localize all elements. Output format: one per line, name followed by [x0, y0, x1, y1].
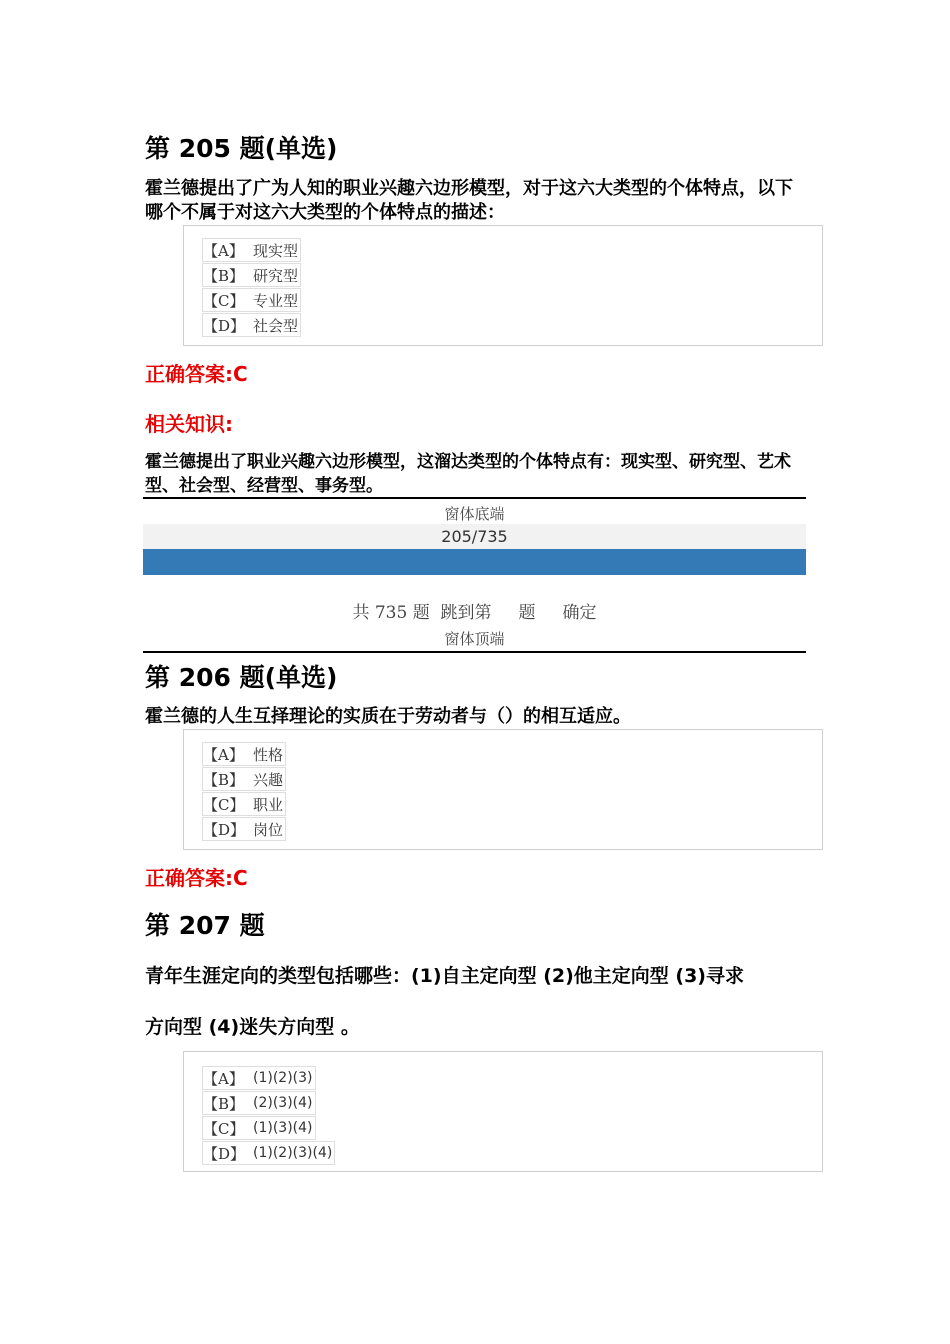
option-value: 岗位 — [253, 820, 284, 839]
question-207-text-line2: 方向型 (4)迷失方向型 。 — [145, 1016, 360, 1038]
option-key: 【C】 — [203, 1119, 245, 1138]
divider — [143, 651, 806, 653]
option-key: 【D】 — [203, 820, 246, 839]
progress-counter: 205/735 — [441, 527, 508, 546]
option-value: (2)(3)(4) — [253, 1095, 313, 1111]
option-c[interactable] — [202, 288, 301, 312]
question-206-text: 霍兰德的人生互择理论的实质在于劳动者与（）的相互适应。 — [145, 706, 631, 727]
question-207-options — [183, 1051, 823, 1172]
option-d[interactable] — [202, 1141, 335, 1165]
option-value: 现实型 — [253, 241, 299, 260]
option-d[interactable] — [202, 817, 286, 841]
option-value: (1)(2)(3)(4) — [253, 1145, 333, 1161]
question-205-title: 第 205 题(单选) — [145, 134, 338, 163]
progress-bar-fill — [143, 549, 806, 575]
option-value: 性格 — [253, 745, 284, 764]
option-key: 【B】 — [203, 1094, 245, 1113]
question-205-options — [183, 225, 823, 346]
option-key: 【C】 — [203, 291, 245, 310]
question-207-text-line1: 青年生涯定向的类型包括哪些：(1)自主定向型 (2)他主定向型 (3)寻求 — [145, 965, 744, 987]
question-205-text: 霍兰德提出了广为人知的职业兴趣六边形模型，对于这六大类型的个体特点，以下哪个不属于对这六大类型的个体特点的描述： — [145, 178, 793, 223]
progress-counter-bar — [143, 524, 806, 549]
option-value: (1)(2)(3) — [253, 1070, 313, 1086]
option-value: 专业型 — [253, 291, 299, 310]
option-a[interactable] — [202, 1066, 316, 1090]
question-207-title: 第 207 题 — [145, 911, 265, 940]
option-key: 【A】 — [203, 241, 244, 260]
option-b[interactable] — [202, 1091, 316, 1115]
option-value: 兴趣 — [253, 770, 284, 789]
option-d[interactable] — [202, 313, 301, 337]
option-key: 【A】 — [203, 1069, 244, 1088]
question-206-title: 第 206 题(单选) — [145, 663, 338, 692]
related-knowledge-heading: 相关知识: — [145, 412, 233, 436]
related-knowledge-text: 霍兰德提出了职业兴趣六边形模型，这溜达类型的个体特点有：现实型、研究型、艺术型、社会型、经营型、事务型。 — [145, 452, 791, 496]
divider — [143, 497, 806, 499]
option-value: 研究型 — [253, 266, 299, 285]
question-206-options — [183, 729, 823, 850]
jump-to-question-control[interactable]: 共 735 题 跳到第 题 确定 — [352, 603, 597, 623]
question-206-answer: 正确答案:C — [145, 866, 248, 890]
option-value: (1)(3)(4) — [253, 1120, 313, 1136]
question-205-answer: 正确答案:C — [145, 362, 248, 386]
option-a[interactable] — [202, 742, 286, 766]
progress-bar — [143, 549, 806, 575]
option-key: 【A】 — [203, 745, 244, 764]
option-key: 【B】 — [203, 770, 245, 789]
option-key: 【B】 — [203, 266, 245, 285]
option-key: 【C】 — [203, 795, 245, 814]
form-bottom-label: 窗体底端 — [444, 505, 505, 523]
option-key: 【D】 — [203, 316, 246, 335]
option-key: 【D】 — [203, 1144, 246, 1163]
option-c[interactable] — [202, 1116, 316, 1140]
option-value: 职业 — [253, 795, 284, 814]
form-top-label: 窗体顶端 — [444, 630, 505, 648]
option-b[interactable] — [202, 767, 286, 791]
option-c[interactable] — [202, 792, 286, 816]
option-b[interactable] — [202, 263, 301, 287]
option-value: 社会型 — [253, 316, 299, 335]
option-a[interactable] — [202, 238, 301, 262]
